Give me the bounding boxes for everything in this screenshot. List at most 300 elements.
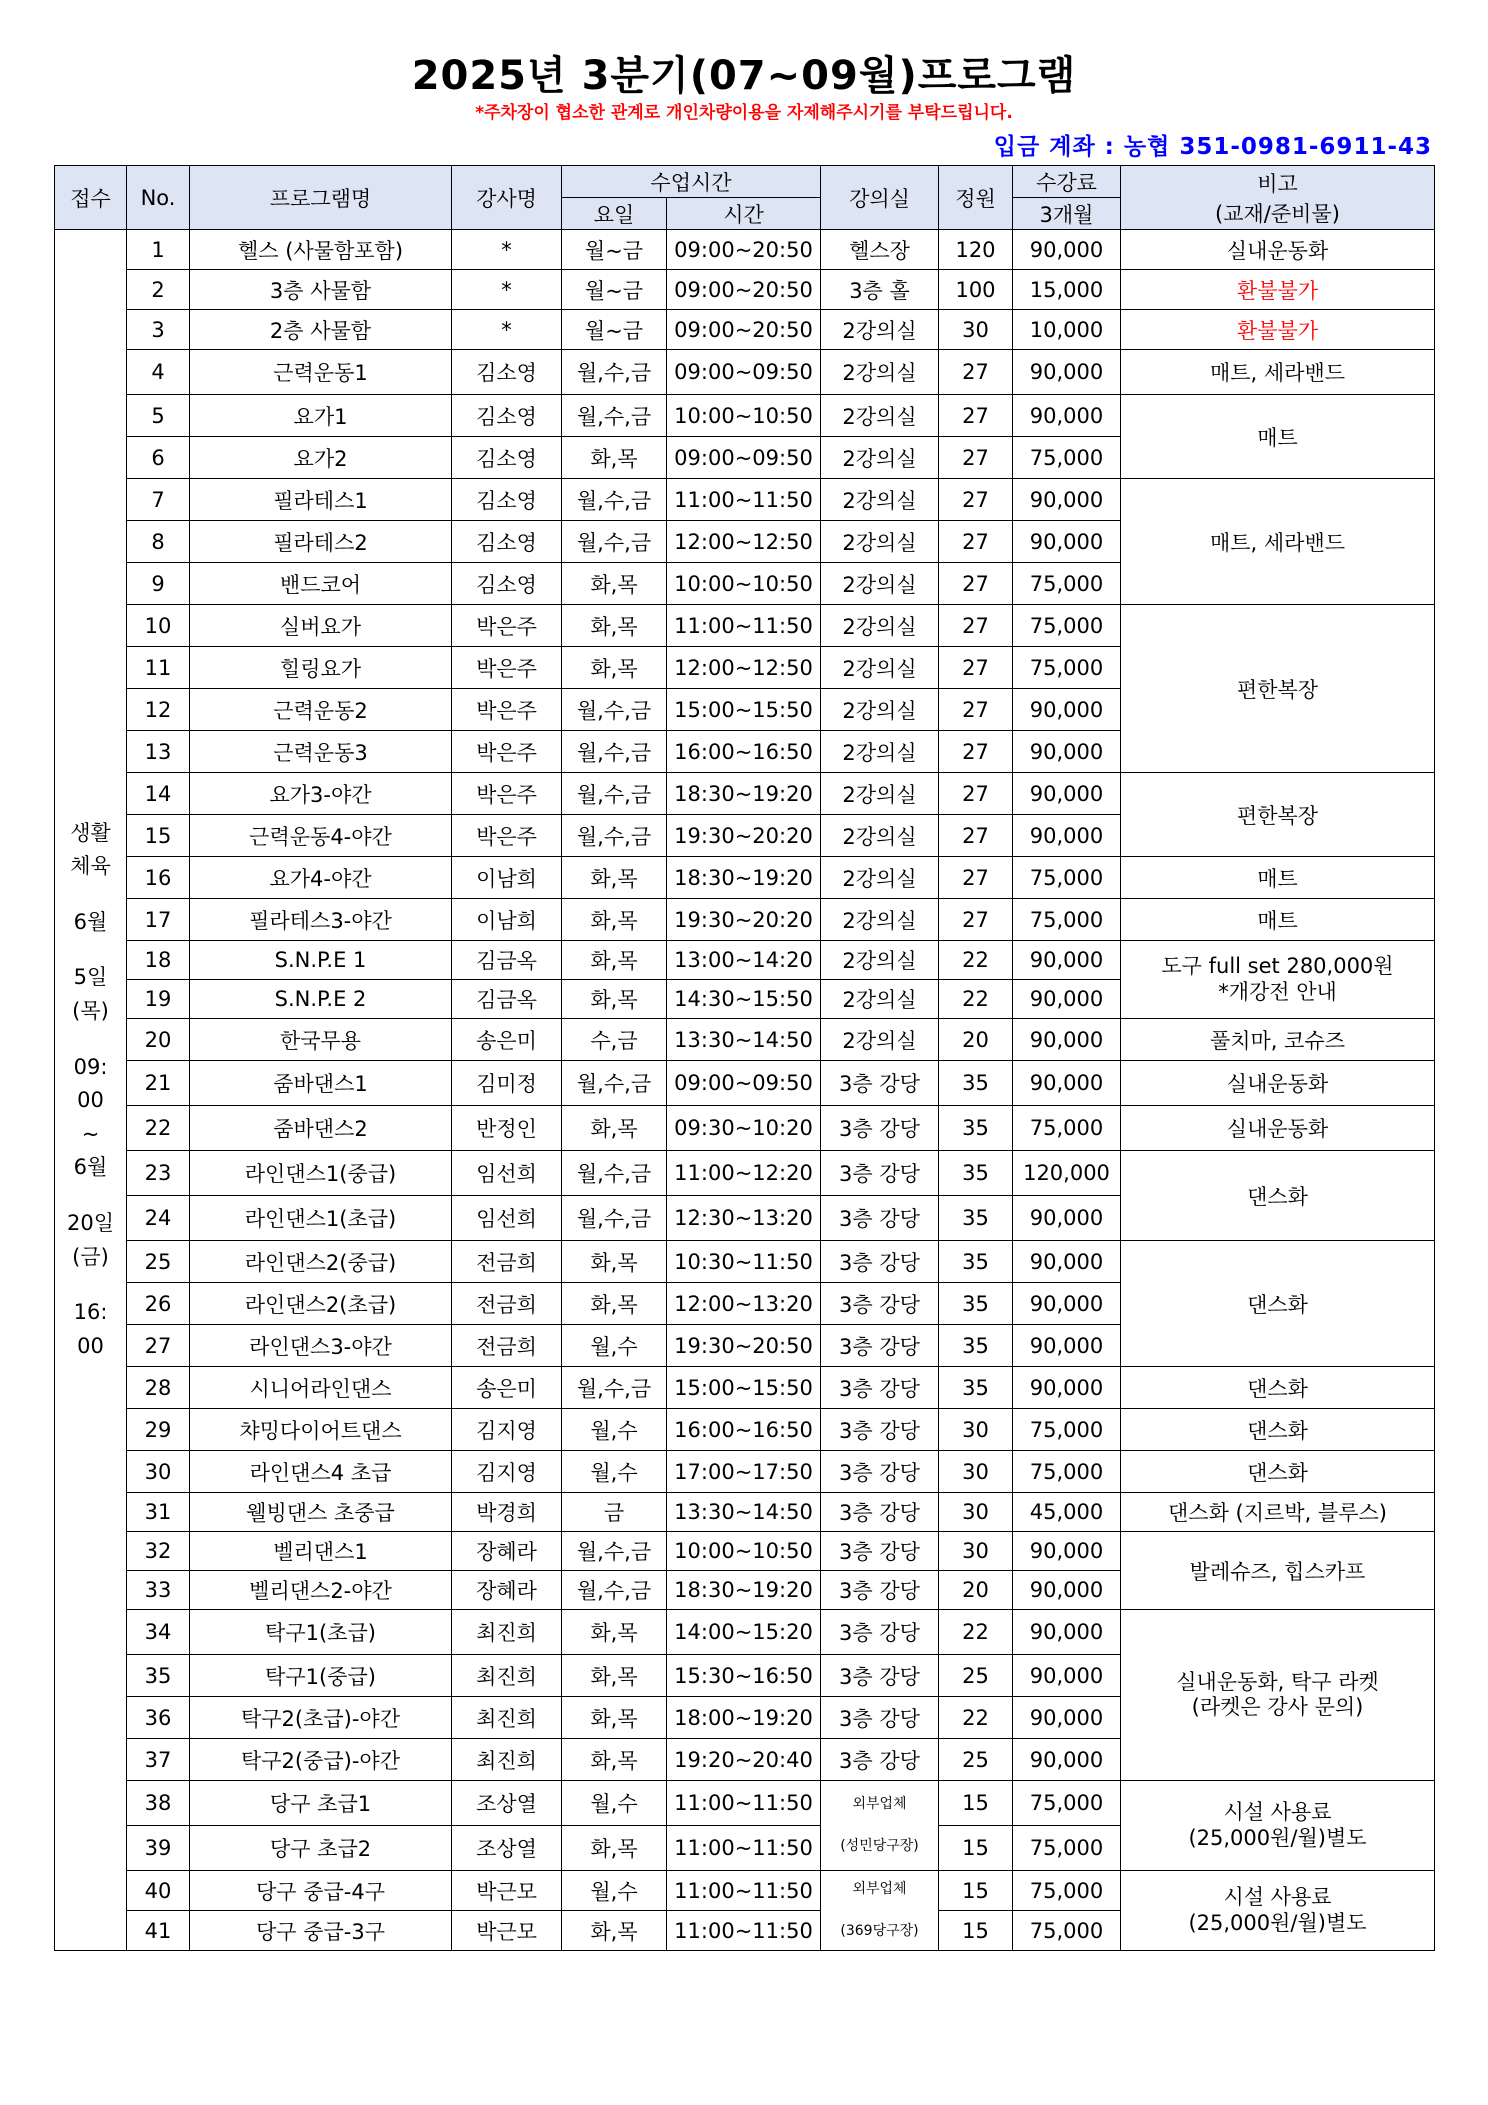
row-no: 31 xyxy=(127,1493,190,1532)
capacity: 35 xyxy=(939,1325,1013,1367)
row-no: 13 xyxy=(127,731,190,773)
room: 3층 홀 xyxy=(821,270,939,310)
fee: 90,000 xyxy=(1013,479,1121,521)
room: 3층 강당 xyxy=(821,1241,939,1283)
remarks xyxy=(1121,395,1435,479)
class-day: 월,수,금 xyxy=(562,689,667,731)
class-time: 10:00~10:50 xyxy=(667,395,821,437)
fee: 90,000 xyxy=(1013,773,1121,815)
class-day: 월,수,금 xyxy=(562,1151,667,1196)
row-no: 34 xyxy=(127,1610,190,1655)
program-name: 라인댄스1(초급) xyxy=(190,1196,452,1241)
instructor: 김소영 xyxy=(452,437,562,479)
capacity: 35 xyxy=(939,1196,1013,1241)
program-name: 탁구2(초급)-야간 xyxy=(190,1697,452,1739)
fee: 90,000 xyxy=(1013,815,1121,857)
class-time: 12:30~13:20 xyxy=(667,1196,821,1241)
class-time: 13:30~14:50 xyxy=(667,1493,821,1532)
table-row xyxy=(55,1493,1435,1532)
capacity: 27 xyxy=(939,773,1013,815)
table-row xyxy=(55,605,1435,647)
room: 3층 강당 xyxy=(821,1196,939,1241)
class-time: 09:00~20:50 xyxy=(667,270,821,310)
capacity: 25 xyxy=(939,1739,1013,1781)
room: 2강의실 xyxy=(821,899,939,941)
note-text: (25,000원/월)별도 xyxy=(1188,1825,1367,1850)
row-no: 27 xyxy=(127,1325,190,1367)
table-row xyxy=(55,1061,1435,1106)
program-name: 근력운동4-야간 xyxy=(190,815,452,857)
room: 3층 강당 xyxy=(821,1409,939,1451)
col-remarks-label: 비고 xyxy=(1257,171,1298,196)
note-text: 매트, 세라밴드 xyxy=(1209,530,1346,555)
instructor: 임선희 xyxy=(452,1196,562,1241)
capacity: 22 xyxy=(939,941,1013,980)
room-external: (성민당구장) xyxy=(840,1838,919,1854)
row-no: 18 xyxy=(127,941,190,980)
room: 3층 강당 xyxy=(821,1106,939,1151)
capacity: 27 xyxy=(939,647,1013,689)
program-name: 근력운동2 xyxy=(190,689,452,731)
class-time: 09:00~09:50 xyxy=(667,1061,821,1106)
col-fee: 수강료 xyxy=(1013,166,1121,198)
note-text: 도구 full set 280,000원 xyxy=(1161,954,1394,979)
table-row xyxy=(55,1019,1435,1061)
room: 2강의실 xyxy=(821,815,939,857)
class-time: 14:00~15:20 xyxy=(667,1610,821,1655)
table-row xyxy=(55,1871,1435,1911)
row-no: 4 xyxy=(127,350,190,395)
capacity: 22 xyxy=(939,980,1013,1019)
fee: 75,000 xyxy=(1013,899,1121,941)
class-day: 화,목 xyxy=(562,1739,667,1781)
row-no: 23 xyxy=(127,1151,190,1196)
program-name: 2층 사물함 xyxy=(190,310,452,350)
class-time: 10:30~11:50 xyxy=(667,1241,821,1283)
row-no: 25 xyxy=(127,1241,190,1283)
note-text: 댄스화 xyxy=(1247,1292,1308,1317)
instructor: 최진희 xyxy=(452,1739,562,1781)
table-row xyxy=(55,773,1435,815)
instructor: 장혜라 xyxy=(452,1571,562,1610)
class-time: 17:00~17:50 xyxy=(667,1451,821,1493)
col-room: 강의실 xyxy=(821,166,939,230)
class-day: 화,목 xyxy=(562,899,667,941)
note-text: 댄스화 xyxy=(1247,1184,1308,1209)
program-name: 필라테스2 xyxy=(190,521,452,563)
capacity: 20 xyxy=(939,1571,1013,1610)
class-time: 09:00~20:50 xyxy=(667,310,821,350)
room: 2강의실 xyxy=(821,310,939,350)
capacity: 27 xyxy=(939,521,1013,563)
parking-notice: *주차장이 협소한 관계로 개인차량이용을 자제해주시기를 부탁드립니다. xyxy=(475,103,1013,123)
program-name: 당구 초급2 xyxy=(190,1826,452,1871)
note-text: 댄스화 xyxy=(1247,1376,1308,1401)
table-row xyxy=(55,395,1435,437)
room: 2강의실 xyxy=(821,647,939,689)
capacity: 30 xyxy=(939,310,1013,350)
instructor: 송은미 xyxy=(452,1367,562,1409)
remarks xyxy=(1121,230,1435,270)
class-day: 화,목 xyxy=(562,941,667,980)
class-time: 11:00~11:50 xyxy=(667,605,821,647)
room: 2강의실 xyxy=(821,605,939,647)
program-name: 근력운동1 xyxy=(190,350,452,395)
instructor: 박은주 xyxy=(452,689,562,731)
table-row xyxy=(55,941,1435,980)
note-text: 실내운동화 xyxy=(1226,238,1329,263)
remarks xyxy=(1121,1493,1435,1532)
class-day: 월,수,금 xyxy=(562,773,667,815)
program-name: 탁구2(중급)-야간 xyxy=(190,1739,452,1781)
program-name: 탁구1(중급) xyxy=(190,1655,452,1697)
class-day: 월,수,금 xyxy=(562,1532,667,1571)
table-row xyxy=(55,230,1435,270)
row-no: 26 xyxy=(127,1283,190,1325)
note-text: 실내운동화 xyxy=(1226,1072,1329,1096)
instructor: 전금희 xyxy=(452,1241,562,1283)
class-day: 수,금 xyxy=(562,1019,667,1061)
class-day: 월,수,금 xyxy=(562,1061,667,1106)
instructor: 김소영 xyxy=(452,350,562,395)
class-time: 11:00~11:50 xyxy=(667,1781,821,1826)
row-no: 7 xyxy=(127,479,190,521)
program-name: 힐링요가 xyxy=(190,647,452,689)
note-no-refund: 환불불가 xyxy=(1236,278,1319,303)
instructor: 최진희 xyxy=(452,1655,562,1697)
capacity: 22 xyxy=(939,1610,1013,1655)
class-day: 화,목 xyxy=(562,1911,667,1951)
capacity: 27 xyxy=(939,689,1013,731)
class-day: 월~금 xyxy=(562,230,667,270)
note-text: (라켓은 강사 문의) xyxy=(1191,1695,1364,1719)
class-day: 화,목 xyxy=(562,1241,667,1283)
capacity: 27 xyxy=(939,731,1013,773)
remarks xyxy=(1121,479,1435,605)
fee: 75,000 xyxy=(1013,1871,1121,1911)
table-row xyxy=(55,1409,1435,1451)
row-no: 37 xyxy=(127,1739,190,1781)
room: 3층 강당 xyxy=(821,1367,939,1409)
capacity: 35 xyxy=(939,1151,1013,1196)
remarks xyxy=(1121,1367,1435,1409)
note-text: 매트 xyxy=(1257,866,1298,891)
row-no: 35 xyxy=(127,1655,190,1697)
fee: 90,000 xyxy=(1013,1241,1121,1283)
fee: 10,000 xyxy=(1013,310,1121,350)
program-name: 줌바댄스1 xyxy=(190,1061,452,1106)
program-name: 요가1 xyxy=(190,395,452,437)
row-no: 40 xyxy=(127,1871,190,1911)
capacity: 27 xyxy=(939,350,1013,395)
remarks xyxy=(1121,941,1435,1019)
row-no: 14 xyxy=(127,773,190,815)
row-no: 3 xyxy=(127,310,190,350)
table-row xyxy=(55,1241,1435,1283)
room: 3층 강당 xyxy=(821,1655,939,1697)
capacity: 35 xyxy=(939,1283,1013,1325)
col-no: No. xyxy=(127,166,190,230)
room: 2강의실 xyxy=(821,980,939,1019)
row-no: 24 xyxy=(127,1196,190,1241)
row-no: 5 xyxy=(127,395,190,437)
room: 2강의실 xyxy=(821,521,939,563)
class-time: 15:30~16:50 xyxy=(667,1655,821,1697)
room: 3층 강당 xyxy=(821,1610,939,1655)
fee: 75,000 xyxy=(1013,1781,1121,1826)
remarks xyxy=(1121,1019,1435,1061)
program-name: 벨리댄스1 xyxy=(190,1532,452,1571)
class-time: 18:30~19:20 xyxy=(667,857,821,899)
row-no: 30 xyxy=(127,1451,190,1493)
fee: 90,000 xyxy=(1013,395,1121,437)
class-day: 월,수,금 xyxy=(562,395,667,437)
capacity: 27 xyxy=(939,815,1013,857)
fee: 90,000 xyxy=(1013,1283,1121,1325)
row-no: 12 xyxy=(127,689,190,731)
room-external: 외부업체 xyxy=(852,1881,907,1897)
class-day: 월,수,금 xyxy=(562,521,667,563)
instructor: 최진희 xyxy=(452,1610,562,1655)
class-time: 09:00~09:50 xyxy=(667,350,821,395)
instructor: 박근모 xyxy=(452,1871,562,1911)
instructor: 김금옥 xyxy=(452,980,562,1019)
instructor: * xyxy=(452,230,562,270)
capacity: 35 xyxy=(939,1106,1013,1151)
class-time: 09:00~20:50 xyxy=(667,230,821,270)
instructor: 김소영 xyxy=(452,521,562,563)
fee: 45,000 xyxy=(1013,1493,1121,1532)
fee: 75,000 xyxy=(1013,563,1121,605)
fee: 90,000 xyxy=(1013,941,1121,980)
fee: 90,000 xyxy=(1013,521,1121,563)
note-text: 매트 xyxy=(1257,425,1298,450)
remarks xyxy=(1121,1532,1435,1610)
capacity: 30 xyxy=(939,1409,1013,1451)
room: 3층 강당 xyxy=(821,1493,939,1532)
room-external: 외부업체 xyxy=(852,1796,907,1812)
instructor: 조상열 xyxy=(452,1781,562,1826)
fee: 75,000 xyxy=(1013,1911,1121,1951)
instructor: 박은주 xyxy=(452,773,562,815)
instructor: 김소영 xyxy=(452,479,562,521)
row-no: 15 xyxy=(127,815,190,857)
capacity: 15 xyxy=(939,1871,1013,1911)
row-no: 1 xyxy=(127,230,190,270)
room: 2강의실 xyxy=(821,941,939,980)
table-row xyxy=(55,479,1435,521)
row-no: 38 xyxy=(127,1781,190,1826)
room: 3층 강당 xyxy=(821,1061,939,1106)
class-time: 19:20~20:40 xyxy=(667,1739,821,1781)
instructor: 김금옥 xyxy=(452,941,562,980)
row-no: 19 xyxy=(127,980,190,1019)
class-time: 19:30~20:20 xyxy=(667,815,821,857)
program-name: 라인댄스3-야간 xyxy=(190,1325,452,1367)
col-fee-period: 3개월 xyxy=(1013,198,1121,230)
fee: 15,000 xyxy=(1013,270,1121,310)
capacity: 30 xyxy=(939,1532,1013,1571)
col-capacity: 정원 xyxy=(939,166,1013,230)
class-day: 월,수,금 xyxy=(562,479,667,521)
col-time: 시간 xyxy=(667,198,821,230)
table-row xyxy=(55,1151,1435,1196)
reception-cell xyxy=(55,230,127,1951)
capacity: 27 xyxy=(939,605,1013,647)
row-no: 39 xyxy=(127,1826,190,1871)
col-remarks-sub: (교재/준비물) xyxy=(1215,201,1340,226)
fee: 75,000 xyxy=(1013,1826,1121,1871)
remarks xyxy=(1121,1106,1435,1151)
note-text: 편한복장 xyxy=(1236,803,1319,828)
program-name: 근력운동3 xyxy=(190,731,452,773)
bank-account: 입금 계좌 : 농협 351-0981-6911-43 xyxy=(993,134,1432,160)
class-day: 화,목 xyxy=(562,647,667,689)
instructor: 조상열 xyxy=(452,1826,562,1871)
row-no: 32 xyxy=(127,1532,190,1571)
class-day: 월,수,금 xyxy=(562,1571,667,1610)
room: 3층 강당 xyxy=(821,1451,939,1493)
fee: 120,000 xyxy=(1013,1151,1121,1196)
fee: 90,000 xyxy=(1013,1019,1121,1061)
capacity: 35 xyxy=(939,1061,1013,1106)
fee: 90,000 xyxy=(1013,350,1121,395)
note-text: 매트 xyxy=(1257,908,1298,933)
fee: 90,000 xyxy=(1013,1697,1121,1739)
col-program: 프로그램명 xyxy=(190,166,452,230)
class-day: 월~금 xyxy=(562,270,667,310)
remarks xyxy=(1121,899,1435,941)
room: 2강의실 xyxy=(821,350,939,395)
room-external: (369당구장) xyxy=(840,1923,919,1939)
row-no: 28 xyxy=(127,1367,190,1409)
capacity: 35 xyxy=(939,1367,1013,1409)
fee: 90,000 xyxy=(1013,230,1121,270)
fee: 90,000 xyxy=(1013,1325,1121,1367)
table-row xyxy=(55,1610,1435,1655)
row-no: 9 xyxy=(127,563,190,605)
class-time: 18:30~19:20 xyxy=(667,773,821,815)
remarks xyxy=(1121,270,1435,310)
col-reception: 접수 xyxy=(55,166,127,230)
table-body xyxy=(55,230,1435,1951)
instructor: * xyxy=(452,310,562,350)
row-no: 2 xyxy=(127,270,190,310)
table-row xyxy=(55,1532,1435,1571)
table-row xyxy=(55,1106,1435,1151)
note-text: 실내운동화 xyxy=(1226,1117,1329,1141)
instructor: 박은주 xyxy=(452,815,562,857)
room: 2강의실 xyxy=(821,437,939,479)
capacity: 22 xyxy=(939,1697,1013,1739)
table-row xyxy=(55,857,1435,899)
class-time: 11:00~11:50 xyxy=(667,1826,821,1871)
class-day: 월,수,금 xyxy=(562,815,667,857)
room: 3층 강당 xyxy=(821,1697,939,1739)
capacity: 120 xyxy=(939,230,1013,270)
program-name: 필라테스1 xyxy=(190,479,452,521)
row-no: 41 xyxy=(127,1911,190,1951)
program-name: 라인댄스2(초급) xyxy=(190,1283,452,1325)
capacity: 15 xyxy=(939,1826,1013,1871)
class-time: 15:00~15:50 xyxy=(667,689,821,731)
table-row xyxy=(55,310,1435,350)
remarks xyxy=(1121,1610,1435,1781)
room: 3층 강당 xyxy=(821,1325,939,1367)
row-no: 10 xyxy=(127,605,190,647)
capacity: 15 xyxy=(939,1781,1013,1826)
program-name: 요가2 xyxy=(190,437,452,479)
room: 2강의실 xyxy=(821,773,939,815)
remarks xyxy=(1121,605,1435,773)
class-time: 12:00~12:50 xyxy=(667,521,821,563)
fee: 75,000 xyxy=(1013,857,1121,899)
program-name: 필라테스3-야간 xyxy=(190,899,452,941)
room: 3층 강당 xyxy=(821,1283,939,1325)
program-name: 라인댄스1(중급) xyxy=(190,1151,452,1196)
fee: 75,000 xyxy=(1013,1409,1121,1451)
instructor: 최진희 xyxy=(452,1697,562,1739)
fee: 90,000 xyxy=(1013,1367,1121,1409)
row-no: 33 xyxy=(127,1571,190,1610)
room: 2강의실 xyxy=(821,1019,939,1061)
row-no: 16 xyxy=(127,857,190,899)
class-day: 화,목 xyxy=(562,1655,667,1697)
room: 3층 강당 xyxy=(821,1151,939,1196)
class-day: 월,수 xyxy=(562,1409,667,1451)
class-time: 13:00~14:20 xyxy=(667,941,821,980)
remarks xyxy=(1121,1781,1435,1871)
class-day: 화,목 xyxy=(562,1697,667,1739)
class-day: 화,목 xyxy=(562,1106,667,1151)
note-text: 시설 사용료 xyxy=(1223,1800,1332,1825)
class-time: 09:00~09:50 xyxy=(667,437,821,479)
instructor: 박은주 xyxy=(452,731,562,773)
table-row xyxy=(55,1367,1435,1409)
program-name: 탁구1(초급) xyxy=(190,1610,452,1655)
col-class-time: 수업시간 xyxy=(562,166,821,198)
room: 3층 강당 xyxy=(821,1532,939,1571)
class-day: 월,수,금 xyxy=(562,1367,667,1409)
remarks xyxy=(1121,1241,1435,1367)
class-day: 금 xyxy=(562,1493,667,1532)
instructor: 김소영 xyxy=(452,563,562,605)
capacity: 35 xyxy=(939,1241,1013,1283)
fee: 90,000 xyxy=(1013,1739,1121,1781)
capacity: 20 xyxy=(939,1019,1013,1061)
fee: 75,000 xyxy=(1013,1106,1121,1151)
fee: 90,000 xyxy=(1013,689,1121,731)
note-text: 댄스화 xyxy=(1247,1460,1308,1485)
program-name: 한국무용 xyxy=(190,1019,452,1061)
room: 3층 강당 xyxy=(821,1571,939,1610)
program-table xyxy=(54,165,1435,1951)
class-day: 월,수,금 xyxy=(562,350,667,395)
remarks xyxy=(1121,1409,1435,1451)
note-text: 실내운동화, 탁구 라켓 xyxy=(1176,1669,1379,1694)
class-time: 11:00~11:50 xyxy=(667,1911,821,1951)
class-time: 10:00~10:50 xyxy=(667,1532,821,1571)
fee: 90,000 xyxy=(1013,731,1121,773)
class-day: 월,수 xyxy=(562,1325,667,1367)
remarks xyxy=(1121,1061,1435,1106)
row-no: 22 xyxy=(127,1106,190,1151)
room: 3층 강당 xyxy=(821,1739,939,1781)
instructor: 김미정 xyxy=(452,1061,562,1106)
page-title: 2025년 3분기(07~09월)프로그램 xyxy=(411,53,1077,99)
note-text: 풀치마, 코슈즈 xyxy=(1209,1028,1346,1053)
instructor: 전금희 xyxy=(452,1283,562,1325)
